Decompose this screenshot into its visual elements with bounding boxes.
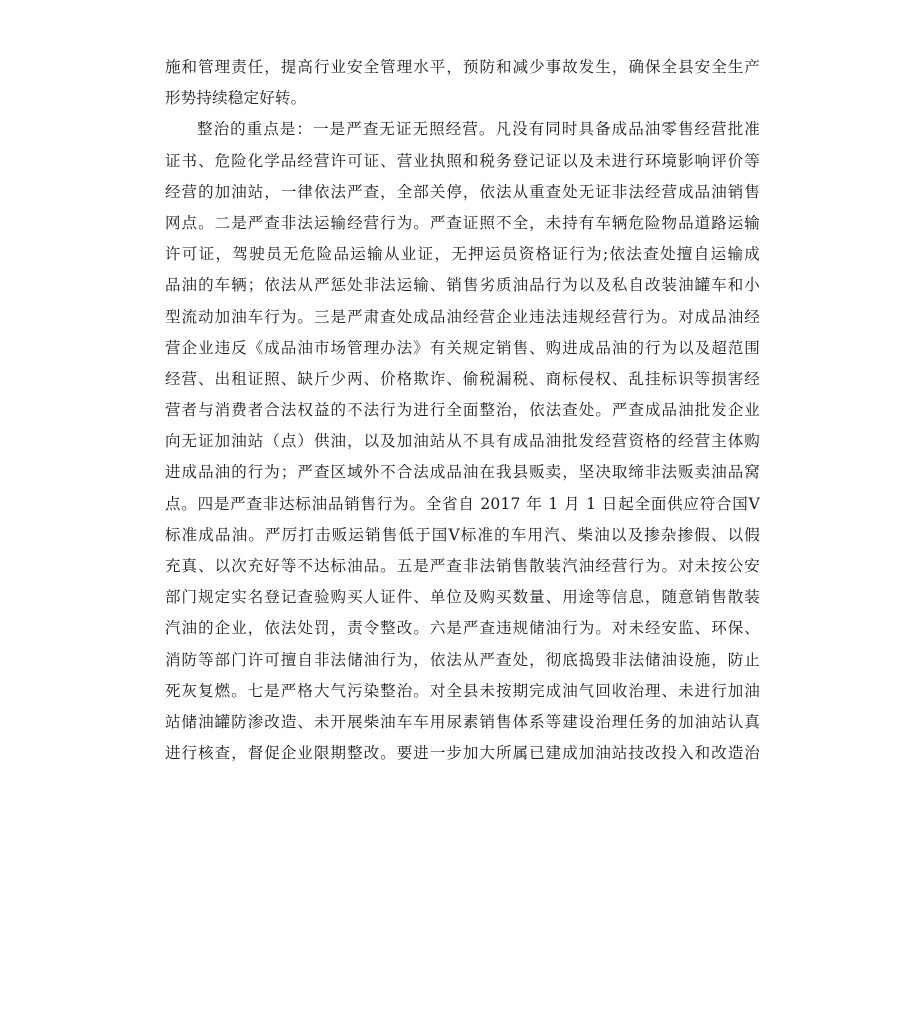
text-line: 营者与消费者合法权益的不法行为进行全面整治，依法查处。严查成品油批发企业: [165, 401, 760, 420]
text-line: 网点。二是严查非法运输经营行为。严查证照不全，未持有车辆危险物品道路运输: [165, 213, 760, 232]
text-line: 向无证加油站（点）供油，以及加油站从不具有成品油批发经营资格的经营主体购: [165, 432, 760, 451]
text-line: 进行核查，督促企业限期整改。要进一步加大所属已建成加油站技改投入和改造治: [165, 744, 760, 763]
text-line: 消防等部门许可擅自非法储油行为，依法从严查处，彻底捣毁非法储油设施，防止: [165, 650, 760, 669]
text-line: 整治的重点是：一是严查无证无照经营。凡没有同时具备成品油零售经营批准: [197, 120, 760, 139]
text-line: 点。四是严查非达标油品销售行为。全省自 2017 年 1 月 1 日起全面供应符合国Ⅴ: [165, 494, 760, 513]
text-line: 经营的加油站，一律依法严查，全部关停，依法从重查处无证非法经营成品油销售: [165, 182, 760, 201]
text-line: 许可证，驾驶员无危险品运输从业证，无押运员资格证行为;依法查处擅自运输成: [165, 245, 760, 264]
text-line: 营企业违反《成品油市场管理办法》有关规定销售、购进成品油的行为以及超范围: [165, 338, 760, 357]
text-line: 站储油罐防渗改造、未开展柴油车车用尿素销售体系等建设治理任务的加油站认真: [165, 712, 760, 731]
text-line: 标准成品油。严厉打击贩运销售低于国Ⅴ标准的车用汽、柴油以及掺杂掺假、以假: [165, 525, 760, 544]
text-line: 进成品油的行为；严查区域外不合法成品油在我县贩卖，坚决取缔非法贩卖油品窝: [165, 463, 760, 482]
text-line: 充真、以次充好等不达标油品。五是严查非法销售散装汽油经营行为。对未按公安: [165, 557, 760, 575]
text-line: 型流动加油车行为。三是严肃查处成品油经营企业违法违规经营行为。对成品油经: [165, 307, 760, 326]
text-line: 形势持续稳定好转。: [165, 89, 307, 108]
body-text: [165, 52, 760, 769]
text-line: 证书、危险化学品经营许可证、营业执照和税务登记证以及未进行环境影响评价等: [165, 151, 760, 170]
text-line: 死灰复燃。七是严格大气污染整治。对全县未按期完成油气回收治理、未进行加油: [165, 681, 760, 700]
text-line: 部门规定实名登记查验购买人证件、单位及购买数量、用途等信息，随意销售散装: [165, 588, 760, 607]
text-line: 施和管理责任，提高行业安全管理水平，预防和减少事故发生，确保全县安全生产: [165, 58, 760, 76]
text-line: 品油的车辆；依法从严惩处非法运输、销售劣质油品行为以及私自改装油罐车和小: [165, 276, 760, 295]
text-line: 汽油的企业，依法处罚，责令整改。六是严查违规储油行为。对未经安监、环保、: [165, 619, 760, 638]
text-line: 经营、出租证照、缺斤少两、价格欺诈、偷税漏税、商标侵权、乱挂标识等损害经: [165, 369, 760, 388]
